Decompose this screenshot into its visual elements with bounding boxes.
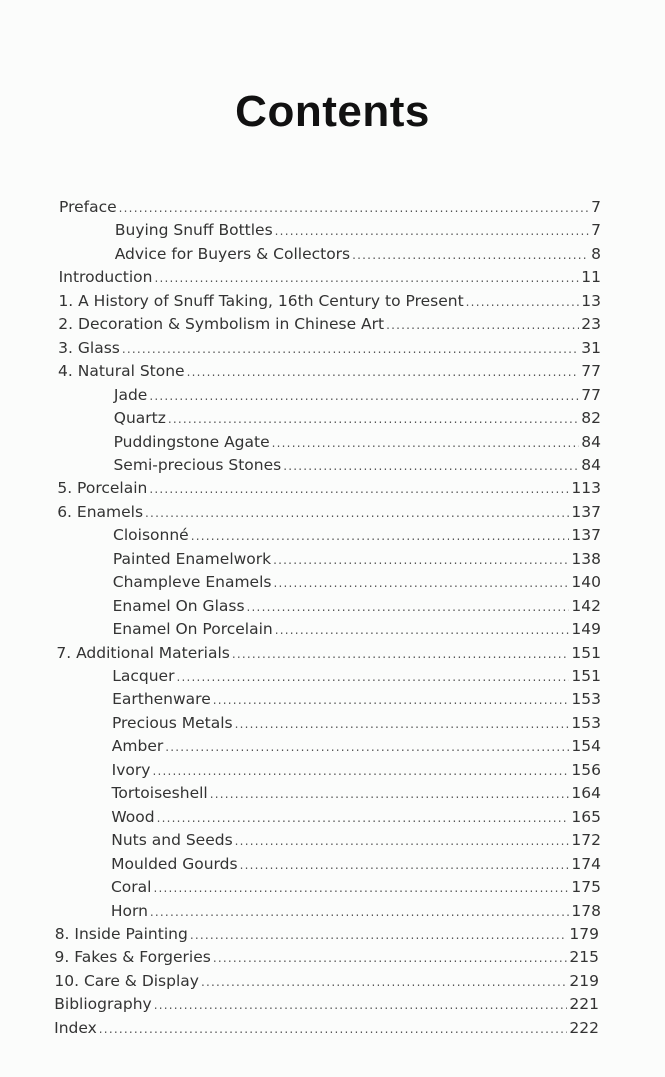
dot-leader	[273, 553, 569, 567]
toc-entry-page-number: 156	[571, 760, 601, 779]
toc-entry-page-number: 8	[591, 244, 601, 263]
toc-entry[interactable]	[114, 409, 601, 432]
toc-entry[interactable]	[54, 995, 599, 1018]
dot-leader	[352, 248, 589, 262]
dot-leader	[168, 412, 579, 426]
toc-entry-page-number: 164	[571, 784, 601, 803]
toc-entry-title: Quartz	[113, 409, 166, 428]
toc-entry[interactable]	[111, 808, 601, 831]
dot-leader	[152, 764, 569, 778]
page-title: Contents	[235, 87, 430, 137]
toc-entry-title: 10. Care & Display	[54, 971, 199, 990]
toc-entry-page-number: 174	[571, 854, 601, 873]
toc-entry-title: Bibliography	[54, 995, 152, 1014]
toc-entry-page-number: 138	[571, 549, 601, 568]
toc-entry[interactable]	[112, 761, 601, 784]
dot-leader	[187, 365, 580, 379]
toc-entry[interactable]	[56, 644, 601, 667]
toc-entry-title: Earthenware	[112, 690, 211, 709]
toc-entry-title: Advice for Buyers & Collectors	[114, 244, 351, 263]
toc-entry-page-number: 11	[581, 268, 601, 287]
toc-entry-title: Enamel On Glass	[112, 596, 245, 615]
dot-leader	[122, 342, 579, 356]
toc-entry-title: Preface	[59, 198, 117, 216]
toc-entry-page-number: 137	[571, 502, 601, 521]
toc-entry-title: Tortoiseshell	[111, 784, 208, 803]
toc-entry-title: Ivory	[111, 760, 151, 779]
toc-entry-title: Precious Metals	[111, 713, 233, 732]
dot-leader	[149, 389, 579, 403]
dot-leader	[191, 529, 570, 543]
dot-leader	[119, 201, 589, 215]
toc-entry-title: Lacquer	[112, 667, 175, 685]
toc-entry-page-number: 175	[571, 878, 601, 897]
toc-entry-page-number: 178	[571, 901, 601, 920]
toc-entry-page-number: 153	[571, 690, 601, 709]
toc-entry-title: Introduction	[58, 268, 153, 287]
dot-leader	[145, 506, 569, 520]
toc-entry-title: Puddingstone Agate	[113, 432, 270, 451]
toc-entry-title: Champleve Enamels	[112, 573, 272, 592]
toc-entry-title: Wood	[111, 807, 155, 826]
toc-entry-page-number: 137	[571, 526, 601, 545]
toc-entry-page-number: 219	[569, 971, 599, 990]
toc-entry-page-number: 151	[571, 643, 601, 662]
dot-leader	[154, 271, 579, 285]
toc-entry[interactable]	[55, 948, 599, 971]
toc-entry[interactable]	[58, 339, 601, 362]
toc-entry-page-number: 154	[571, 737, 601, 756]
dot-leader	[240, 858, 570, 872]
toc-entry-page-number: 7	[591, 198, 601, 216]
toc-entry[interactable]	[114, 386, 601, 409]
toc-entry-title: Cloisonné	[113, 526, 189, 545]
toc-entry-title: Jade	[113, 385, 148, 404]
toc-entry[interactable]	[112, 784, 601, 807]
toc-entry[interactable]	[113, 526, 601, 549]
toc-entry-title: 1. A History of Snuff Taking, 16th Century to Present	[58, 291, 464, 310]
toc-entry[interactable]	[111, 831, 601, 854]
dot-leader	[386, 318, 579, 332]
toc-entry[interactable]	[55, 925, 599, 948]
dot-leader	[275, 623, 570, 637]
toc-entry-title: Nuts and Seeds	[111, 831, 233, 850]
toc-entry-page-number: 82	[581, 409, 601, 428]
toc-entry-title: Painted Enamelwork	[112, 549, 272, 568]
toc-entry-page-number: 172	[571, 831, 601, 850]
toc-entry-title: Moulded Gourds	[111, 854, 238, 873]
toc-entry-page-number: 222	[569, 1018, 599, 1037]
toc-entry[interactable]	[115, 221, 601, 244]
dot-leader	[273, 576, 569, 590]
toc-entry[interactable]	[111, 855, 601, 878]
dot-leader	[149, 482, 569, 496]
toc-entry-page-number: 84	[581, 432, 601, 451]
toc-entry-title: Buying Snuff Bottles	[114, 221, 273, 240]
toc-entry-title: 2. Decoration & Symbolism in Chinese Art	[58, 315, 385, 334]
toc-entry[interactable]	[58, 292, 601, 315]
toc-entry[interactable]	[112, 714, 601, 737]
toc-entry[interactable]	[112, 737, 601, 760]
toc-entry-page-number: 113	[571, 479, 601, 498]
toc-entry-title: 3. Glass	[58, 338, 120, 357]
toc-entry-page-number: 221	[569, 995, 599, 1014]
toc-entry-title: 5. Porcelain	[57, 479, 148, 498]
toc-entry-title: Semi-precious Stones	[113, 455, 282, 474]
dot-leader	[247, 600, 570, 614]
dot-leader	[210, 787, 570, 801]
toc-entry-title: 7. Additional Materials	[56, 643, 230, 662]
toc-entry-page-number: 13	[581, 291, 601, 310]
toc-entry-title: Coral	[110, 878, 152, 897]
toc-entry-page-number: 23	[581, 315, 601, 334]
dot-leader	[99, 1022, 568, 1036]
toc-entry-title: 4. Natural Stone	[58, 362, 185, 381]
dot-leader	[150, 905, 570, 919]
toc-entry[interactable]	[57, 479, 601, 502]
toc-entry-page-number: 140	[571, 573, 601, 592]
toc-entry-title: Enamel On Porcelain	[112, 620, 273, 639]
toc-entry-page-number: 165	[571, 807, 601, 826]
dot-leader	[190, 928, 568, 942]
toc-entry-title: 9. Fakes & Forgeries	[54, 948, 211, 967]
dot-leader	[235, 717, 570, 731]
toc-entry[interactable]	[54, 1019, 599, 1042]
toc-entry-page-number: 215	[569, 948, 599, 967]
toc-entry-page-number: 77	[581, 362, 601, 381]
dot-leader	[157, 811, 570, 825]
toc-entry[interactable]	[111, 878, 601, 901]
toc-entry-page-number: 77	[581, 385, 601, 404]
toc-entry-page-number: 7	[591, 221, 601, 240]
dot-leader	[232, 647, 570, 661]
toc-entry-page-number: 31	[581, 338, 601, 357]
toc-entry-page-number: 151	[571, 667, 601, 685]
toc-entry[interactable]	[113, 550, 601, 573]
toc-entry[interactable]	[113, 573, 601, 596]
toc-entry[interactable]	[112, 667, 601, 690]
toc-entry-page-number: 149	[571, 620, 601, 639]
toc-entry-title: Amber	[111, 737, 164, 756]
dot-leader	[283, 459, 579, 473]
dot-leader	[213, 951, 568, 965]
toc-entry[interactable]	[113, 597, 601, 620]
toc-entry[interactable]	[111, 902, 601, 925]
toc-entry[interactable]	[114, 433, 601, 456]
toc-entry-page-number: 84	[581, 455, 601, 474]
toc-entry-title: Horn	[110, 901, 148, 920]
dot-leader	[153, 881, 569, 895]
toc-entry-page-number: 179	[569, 924, 599, 943]
toc-entry[interactable]	[59, 268, 601, 291]
toc-entry[interactable]	[58, 362, 601, 385]
dot-leader	[235, 834, 570, 848]
toc-entry[interactable]	[113, 620, 602, 643]
toc-entry-page-number: 142	[571, 596, 601, 615]
toc-entry[interactable]	[112, 690, 601, 713]
dot-leader	[165, 740, 569, 754]
dot-leader	[275, 224, 589, 238]
toc-entry[interactable]	[113, 456, 601, 479]
dot-leader	[176, 670, 569, 684]
dot-leader	[213, 693, 570, 707]
toc-entry-page-number: 153	[571, 713, 601, 732]
dot-leader	[272, 436, 580, 450]
dot-leader	[154, 998, 568, 1012]
toc-entry[interactable]	[54, 972, 599, 995]
toc-entry[interactable]	[115, 245, 601, 268]
toc-entry-title: 8. Inside Painting	[54, 924, 188, 943]
toc-entry-title: 6. Enamels	[57, 502, 144, 521]
toc-entry-title: Index	[54, 1018, 97, 1037]
toc-entry[interactable]	[57, 503, 601, 526]
toc-entry[interactable]	[58, 315, 601, 338]
toc-entry[interactable]	[59, 198, 601, 221]
dot-leader	[466, 295, 580, 309]
dot-leader	[201, 975, 567, 989]
